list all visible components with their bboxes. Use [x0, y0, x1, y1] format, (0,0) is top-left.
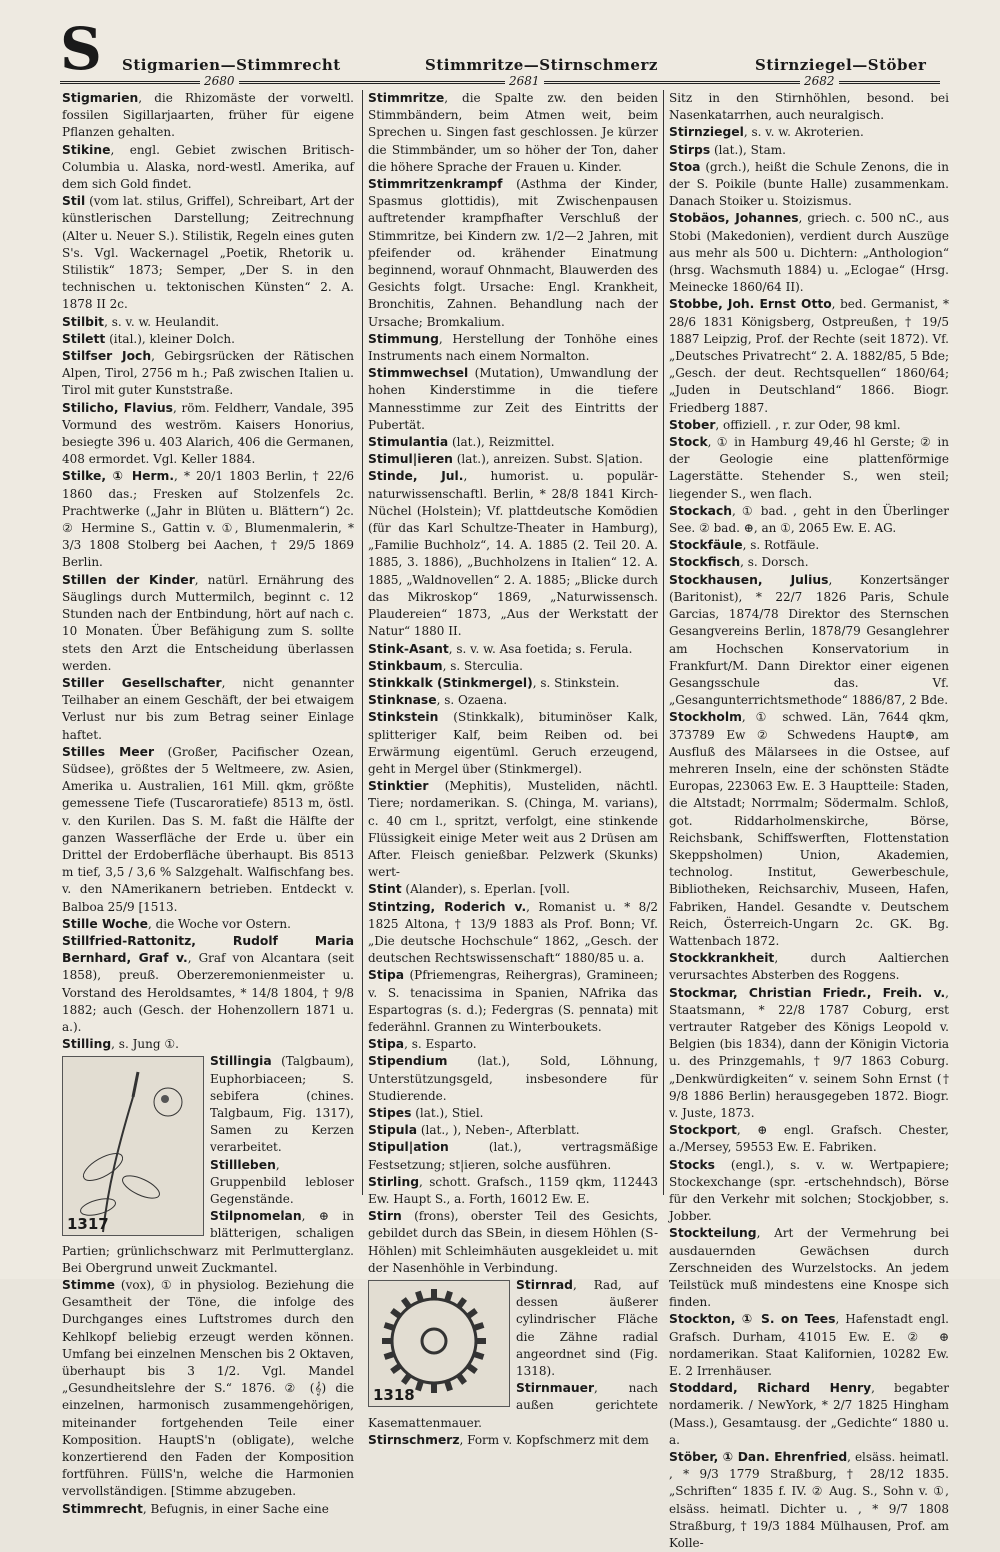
dictionary-entry	[669, 554, 949, 571]
entry-definition: , s. Jung ①.	[111, 1037, 179, 1052]
column-left	[62, 90, 354, 1516]
entry-headword: Stilfser Joch	[62, 349, 152, 364]
dictionary-entry	[669, 1157, 949, 1226]
entry-definition: (ital.), kleiner Dolch.	[105, 331, 235, 346]
entry-definition: , s. v. w. Heulandit.	[104, 314, 220, 329]
dictionary-entry	[62, 468, 354, 571]
entry-headword: Stillfried-Rattonitz, Rudolf Maria Bernhard, Graf v.	[62, 933, 354, 966]
entry-definition: (lat.), anreizen. Subst. S|ation.	[452, 452, 643, 467]
column-center	[368, 90, 658, 1447]
entry-headword: Stipa	[368, 968, 405, 983]
entry-definition: (Großer, Pacifischer Ozean, Südsee), größtes der 5 Weltmeere, zw. Asien, Amerika u. Australien, 161 Mill. qkm, größte gemessene Tiefe (Tuscaroratiefe) 8513 m, östl. v. den Kurilen. Das S. M. faßt die Hälfte der ganzen Wasserfläche der Erde u. über ein Drittel der Erdoberfläche überhaupt. Bis 8513 m tief, 3,5 / 3,6 % Salzgehalt. Walfischfang bes. v. den NAmerikanern betrieben. Entdeckt v. Balboa 25/9 [1513.	[62, 744, 354, 914]
entry-definition: , schott. Grafsch., 1159 qkm, 112443 Ew. Haupt S., a. Forth, 16012 Ew. E.	[368, 1174, 658, 1206]
entry-headword: Stockholm	[669, 710, 742, 725]
entry-headword: Stigmarien	[62, 91, 139, 105]
entry-headword: Stinkstein	[368, 710, 439, 725]
entry-headword: Stockfäule	[669, 538, 743, 553]
entry-headword: Stockteilung	[669, 1226, 757, 1241]
entry-headword: Stilbit	[62, 314, 105, 329]
dictionary-entry	[62, 331, 354, 348]
entry-headword: Stimme	[62, 1278, 115, 1293]
entry-definition: , Graf von Alcantara (seit 1858), preuß. Oberzeremonienmeister u. Vorstand des Heroldsamtes, * 14/8 1804, † 9/8 1882; auch (Gesch. der Hohenzollern 1871 u. a.).	[62, 951, 354, 1034]
entry-headword: Stirnschmerz	[368, 1432, 460, 1447]
entry-headword: Stinktier	[368, 779, 429, 794]
entry-definition: , durch Aaltierchen verursachtes Absterben des Roggens.	[669, 951, 949, 983]
dictionary-entry	[62, 193, 354, 313]
entry-definition: (lat.), Sold, Löhnung, Unterstützungsgeld, insbesondere für Studierende.	[368, 1054, 658, 1103]
dictionary-entry	[62, 1036, 354, 1053]
dictionary-entry	[368, 331, 658, 365]
section-letter: S	[60, 15, 102, 83]
entry-definition: (Mephitis), Musteliden, nächtl. Tiere; nordamerikan. S. (Chinga, M. varians), c. 40 cm l., spritzt, verfolgt, eine stinkende Flüssigkeit einige Meter weit aus 2 Drüsen am After. Fleisch genießbar. Pelzwerk (Skunks) wert-	[368, 779, 658, 880]
entry-headword: Stirling	[368, 1174, 420, 1189]
entry-headword: Stinkkalk (Stinkmergel)	[368, 675, 533, 690]
entry-definition: , Hafenstadt engl. Grafsch. Durham, 41015 Ew. E. ② ⊕ nordamerikan. Staat Kalifornien, 10282 Ew. E. 2 Irrenhäuser.	[669, 1312, 950, 1379]
entry-definition: , begabter nordamerik. / NewYork, * 2/7 1825 Hingham (Mass.), Gesamtausg. der „Gedichte“ 1880 u. a.	[669, 1381, 950, 1447]
entry-definition: , röm. Feldherr, Vandale, 395 Vormund des weström. Kaisers Honorius, besiegte 396 u. 403 Alarich, 406 die Germanen, 408 ermordet. Vgl. Keller 1884.	[62, 400, 354, 467]
dictionary-entry	[368, 1139, 658, 1173]
entry-headword: Stirnrad	[516, 1278, 573, 1293]
entry-headword: Stock	[669, 435, 708, 450]
plant-illustration	[63, 1057, 203, 1235]
dictionary-entry	[62, 675, 354, 744]
entry-headword: Stilett	[62, 331, 106, 346]
entry-headword: Stille Woche	[62, 916, 148, 931]
dictionary-entry	[62, 142, 354, 194]
entry-definition: (Alander), s. Eperlan. [voll.	[401, 882, 570, 897]
entry-headword: Stinkbaum	[368, 658, 443, 673]
entry-definition: , ① schwed. Län, 7644 qkm, 373789 Ew ② Schwedens Haupt⊕, am Ausfluß des Mälarsees in die Ostsee, auf mehreren Inseln, eine der schönsten Städte Europas, 223063 Ew. E. 3 Hauptteile: Staden, die Altstadt; Norrmalm; Södermalm. Schloß, got. Riddarholmenskirche, Börse, Reichsbank, Schiffswerften, Flottenstation Skeppsholmen) Union, Akademien, technolog. Institut, Gewerbeschule, Bibliotheken, Reichsarchiv, Museen, Hafen, Fabriken, Handel. Gesandte v. Deutschem Reich, Österreich-Ungarn 2c. GK. Bg. Wattenbach 1872.	[669, 710, 949, 948]
figure-number: 1317	[67, 1215, 109, 1234]
dictionary-entry	[62, 314, 354, 331]
dictionary-entry	[669, 503, 949, 537]
entry-definition: , Herstellung der Tonhöhe eines Instruments nach einem Normalton.	[368, 331, 658, 364]
page-number-right: 2682	[800, 74, 839, 88]
entry-definition: , nicht genannter Teilhaber an einem Geschäft, der bei etwaigem Verlust nur bis zum Betrag seiner Einlage haftet.	[62, 675, 354, 742]
entry-definition: , Rad, auf dessen äußerer cylindrischer Fläche die Zähne radial angeordnet sind (Fig. 1318).	[516, 1278, 658, 1379]
entry-headword: Stint	[368, 882, 402, 897]
dictionary-entry	[669, 537, 949, 554]
figure-1318	[368, 1280, 510, 1407]
entry-definition: (frons), oberster Teil des Gesichts, gebildet durch das SBein, in diesem Höhlen (S-Höhlen) mit Schleimhäuten ausgekleidet u. mit der Nasenhöhle in Verbindung.	[368, 1209, 658, 1275]
dictionary-entry	[368, 675, 658, 692]
entry-definition: , Staatsmann, * 22/8 1787 Coburg, erst vertrauter Ratgeber des Königs Leopold v. Belgien (bis 1834), dann der Königin Victoria u. des Prinzgemahls, † 9/7 1863 Coburg. „Denkwürdigkeiten“ v. seinem Sohn Ernst († 9/8 1886 Berlin) herausgegeben 1872. Biogr. v. Juste, 1873.	[669, 985, 949, 1120]
entry-definition: (lat.), Stiel.	[411, 1105, 484, 1120]
entry-definition: , s. Rotfäule.	[742, 538, 820, 553]
dictionary-entry	[368, 709, 658, 778]
dictionary-entry	[62, 1277, 354, 1501]
entry-definition: , die Spalte zw. den beiden Stimmbändern, beim Atmen weit, beim Sprechen u. Singen fast geschlossen. Je kürzer die Stimmbänder, um so höher der Ton, daher die höhere Sprache der Frauen u. Kinder.	[368, 91, 658, 174]
entry-definition: , nach außen gerichtete Kasemattenmauer.	[368, 1381, 658, 1430]
entry-definition: (vox), ① in physiolog. Beziehung die Gesamtheit der Töne, die infolge des Durchganges eines Luftstromes durch den Kehlkopf beliebig erzeugt werden können. Umfang bei einzelnen Menschen bis 2 Oktaven, überhaupt bis 3 1/2. Vgl. Mandel „Gesundheitslehre der S.“ 1876. ② (𝄞) die einzelnen, harmonisch zusammengehörigen, miteinander fortgehenden Teile einer Komposition. HauptS'n (obligate), welche konzertierend den Faden der Komposition fortführen. FüllS'n, welche die Harmonien vervollständigen. [Stimme abzugeben.	[62, 1278, 354, 1499]
entry-headword: Stobbe, Joh. Ernst Otto	[669, 297, 832, 312]
column-divider-1	[362, 90, 363, 1195]
dictionary-entry	[669, 1122, 949, 1156]
dictionary-entry	[669, 950, 949, 984]
entry-definition: , ① bad. , geht in den Überlinger See. ② bad. ⊕, an ①, 2065 Ew. E. AG.	[669, 503, 949, 536]
dictionary-entry	[669, 572, 949, 710]
figure-1317	[62, 1056, 204, 1236]
dictionary-entry	[368, 434, 658, 451]
entry-headword: Stirnziegel	[669, 125, 744, 140]
dictionary-entry	[368, 881, 658, 898]
entry-definition: (grch.), heißt die Schule Zenons, die in der S. Poikile (bunte Halle) zusammenkam. Danach Stoiker u. Stoizismus.	[669, 159, 949, 209]
entry-headword: Stockach	[669, 503, 732, 518]
entry-definition: , s. Stinkstein.	[532, 675, 620, 690]
entry-headword: Stöber, ① Dan. Ehrenfried	[669, 1450, 848, 1465]
entry-headword: Stillingia	[210, 1054, 272, 1069]
dictionary-entry	[669, 1225, 949, 1311]
entry-definition: , die Woche vor Ostern.	[147, 916, 291, 931]
header-left: Stigmarien—Stimmrecht	[122, 56, 341, 74]
entry-definition: , ⊕ in blätterigen, schaligen Partien; grünlichschwarz mit Perlmutterglanz. Bei Obergrund unweit Zuckmantel.	[62, 1209, 354, 1275]
dictionary-entry	[669, 124, 949, 141]
entry-definition: , s. v. w. Akroterien.	[743, 125, 864, 140]
entry-headword: Stimmritze	[368, 91, 445, 105]
entry-headword: Stocks	[669, 1157, 715, 1172]
entry-definition: , s. Sterculia.	[442, 658, 523, 673]
entry-definition: , griech. c. 500 nC., aus Stobi (Makedonien), verdient durch Auszüge aus mehr als 500 u. Dichtern: „Anthologion“ (hrsg. Wachsmuth 1884) u. „Eclogae“ (Hrsg. Meinecke 1860/64 II).	[669, 211, 949, 295]
entry-definition: , engl. Gebiet zwischen Britisch-Columbia u. Alaska, nord-westl. Amerika, auf dem sich Gold findet.	[62, 142, 354, 192]
entry-definition: (Mutation), Umwandlung der hohen Kinderstimme in die tiefere Mannesstimme zur Zeit des Eintritts der Pubertät.	[368, 366, 658, 432]
dictionary-entry	[62, 933, 354, 1036]
dictionary-entry	[368, 778, 658, 881]
dictionary-entry	[62, 744, 354, 916]
entry-definition: (lat.), Reizmittel.	[448, 435, 555, 450]
dictionary-entry	[62, 1501, 354, 1518]
entry-headword: Stilpnomelan	[210, 1209, 302, 1224]
entry-definition: , s. v. w. Asa foetida; s. Ferula.	[448, 641, 633, 656]
entry-headword: Stimmritzenkrampf	[368, 177, 503, 192]
entry-headword: Stimmung	[368, 331, 439, 346]
entry-headword: Stimmrecht	[62, 1501, 143, 1516]
entry-definition: , s. Ozaena.	[436, 693, 508, 708]
entry-headword: Stockton, ① S. on Tees	[669, 1312, 836, 1327]
entry-headword: Stillen der Kinder	[62, 572, 195, 587]
entry-definition: , natürl. Ernährung des Säuglings durch Muttermilch, beginnt c. 12 Stunden nach der Entbindung, hört auf nach c. 10 Monaten. Über Befähigung zum S. sollte stets den Arzt die Entscheidung überlassen werden.	[62, 572, 354, 673]
entry-definition: (lat., ), Neben-, Afterblatt.	[417, 1123, 580, 1138]
entry-definition: , * 20/1 1803 Berlin, † 22/6 1860 das.; Fresken auf Stolzenfels 2c. Prachtwerke („Jahr in Blüten u. Blättern“) 2c. ② Hermine S., Gattin v. ①, Blumenmalerin, * 3/3 1808 Stolberg bei Aachen, † 29/5 1869 Berlin.	[62, 469, 354, 570]
figure-number: 1318	[373, 1385, 415, 1404]
entry-definition: , offiziell. , r. zur Oder, 98 kml.	[715, 417, 901, 432]
dictionary-entry	[669, 159, 949, 211]
entry-headword: Stil	[62, 194, 86, 209]
entry-headword: Stimul|ieren	[368, 452, 453, 467]
entry-headword: Stipa	[368, 1037, 405, 1052]
entry-definition: (lat.), vertragsmäßige Festsetzung; st|ieren, solche ausführen.	[368, 1140, 658, 1172]
dictionary-entry	[368, 967, 658, 1036]
header-right: Stirnziegel—Stöber	[755, 56, 927, 74]
page-number-center: 2681	[505, 74, 544, 88]
entry-headword: Stober	[669, 417, 716, 432]
dictionary-entry	[62, 348, 354, 400]
entry-headword: Stilicho, Flavius	[62, 400, 173, 415]
entry-headword: Stimmwechsel	[368, 366, 469, 381]
dictionary-entry	[669, 1380, 949, 1449]
entry-definition: , Gruppenbild lebloser Gegenstände.	[210, 1157, 354, 1206]
entry-headword: Stillleben	[210, 1157, 276, 1172]
entry-headword: Stimulantia	[368, 435, 449, 450]
entry-definition: Sitz in den Stirnhöhlen, besond. bei Nasenkatarrhen, auch neuralgisch.	[669, 91, 949, 123]
column-right	[669, 90, 950, 1551]
dictionary-entry	[669, 142, 949, 159]
entry-headword: Stilke, ① Herm.	[62, 469, 175, 484]
dictionary-entry	[669, 985, 949, 1123]
entry-definition: , humorist. u. populär-naturwissenschaftl. Berlin, * 28/8 1841 Kirch-Nüchel (Holstein); Vf. plattdeutsche Komödien (für das Karl Schultze-Theater in Hamburg), „Familie Buchholz“, 14. A. 1885 (2. Teil 20. A. 1885, 3. 1886), „Buchholzens in Italien“ 12. A. 1885, „Waldnovellen“ 2. A. 1885; „Blicke durch das Mikroskop“ 1869, „Naturwissensch. Plaudereien“ 1873, „Aus der Werkstatt der Natur“ 1880 II.	[368, 469, 658, 639]
dictionary-entry	[368, 468, 658, 640]
dictionary-entry	[62, 572, 354, 675]
dictionary-entry	[368, 1432, 658, 1449]
dictionary-entry	[368, 90, 658, 176]
entry-headword: Stobäos, Johannes	[669, 211, 799, 226]
dictionary-entry	[368, 1122, 658, 1139]
dictionary-entry	[62, 916, 354, 933]
entry-definition: , s. Esparto.	[404, 1037, 477, 1052]
dictionary-entry	[368, 1174, 658, 1208]
dictionary-entry	[669, 434, 949, 503]
entry-headword: Stikine	[62, 142, 111, 157]
dictionary-entry	[669, 709, 949, 950]
entry-headword: Stipula	[368, 1123, 418, 1138]
entry-headword: Stilles Meer	[62, 744, 155, 759]
entry-headword: Stockkrankheit	[669, 951, 775, 966]
dictionary-entry	[368, 641, 658, 658]
entry-definition: , die Rhizomäste der vorweltl. fossilen Sigillarjaarten, früher für eigene Pflanzen gehalten.	[62, 91, 354, 140]
dictionary-entry	[368, 692, 658, 709]
entry-definition: , ① in Hamburg 49,46 hl Gerste; ② in der Geologie eine plattenförmige Lagerstätte. Stehender S., wen steil; liegender S., wen flach.	[669, 435, 949, 501]
dictionary-entry	[368, 1208, 658, 1277]
column-divider-2	[663, 90, 664, 1195]
dictionary-entry	[368, 899, 658, 968]
entry-definition: , elsäss. heimatl. , * 9/3 1779 Straßburg, † 28/12 1835. „Schriften“ 1835 f. IV. ② Aug. S., Sohn v. ①, elsäss. heimatl. Dichter u. , * 9/7 1808 Straßburg, † 19/3 1884 Mülhausen, Prof. am Kolle-	[669, 1450, 949, 1551]
entry-definition: (vom lat. stilus, Griffel), Schreibart, Art der künstlerischen Darstellung; Zeitrechnung (Alter u. Neuer S.). Stilistik, Regeln eines guten S's. Vgl. Wackernagel „Poetik, Rhetorik u. Stilistik“ 1873; Semper, „Der S. in den technischen u. tektonischen Künsten“ 2. A. 1878 II 2c.	[62, 194, 354, 312]
entry-headword: Stoddard, Richard Henry	[669, 1381, 872, 1396]
entry-definition: (Stinkkalk), bituminöser Kalk, splitteriger Kalf, beim Reiben od. bei Erwärmung eigentüml. Geruch erzeugend, geht in Mergel über (Stinkmergel).	[368, 710, 658, 776]
entry-headword: Stoa	[669, 159, 701, 174]
entry-headword: Stirnmauer	[516, 1381, 595, 1396]
entry-headword: Stink-Asant	[368, 641, 449, 656]
entry-headword: Stipes	[368, 1105, 412, 1120]
entry-definition: , s. Dorsch.	[740, 555, 809, 570]
entry-definition: (Asthma der Kinder, Spasmus glottidis), mit Zwischenpausen auftretender krampfhafter Verschluß der Stimmritze, bei Kindern zw. 1/2—2 Jahren, mit pfeifender od. krähender Einatmung beginnend, worauf Ohnmacht, Blauwerden des Gesichts folgt. Ursache: Engl. Krankheit, Bronchitis, Zahnen. Behandlung nach der Ursache; Bromkalium.	[368, 177, 658, 329]
entry-headword: Stirps	[669, 142, 711, 157]
page-number-left: 2680	[200, 74, 239, 88]
dictionary-entry	[368, 1053, 658, 1105]
entry-definition: , Romanist u. * 8/2 1825 Altona, † 13/9 1883 als Prof. Bonn; Vf. „Die deutsche Hochschule“ 1862, „Gesch. der deutschen Rechtswissenschaft“ 1880/85 u. a.	[368, 899, 658, 966]
dictionary-entry	[368, 176, 658, 331]
entry-headword: Stinde, Jul.	[368, 469, 464, 484]
entry-definition: , ⊕ engl. Grafsch. Chester, a./Mersey, 59553 Ew. E. Fabriken.	[669, 1123, 949, 1155]
dictionary-entry	[669, 90, 949, 124]
entry-definition: , Form v. Kopfschmerz mit dem	[459, 1432, 649, 1447]
dictionary-entry	[669, 1311, 949, 1380]
dictionary-entry	[62, 90, 354, 142]
entry-definition: , Art der Vermehrung bei ausdauernden Gewächsen durch Zerschneiden des Wurzelstocks. An jedem Teilstück muß mindestens eine Knospe sich finden.	[669, 1226, 949, 1310]
entry-headword: Stinknase	[368, 693, 437, 708]
dictionary-entry	[669, 210, 949, 296]
entry-headword: Stilling	[62, 1037, 112, 1052]
entry-headword: Stiller Gesellschafter	[62, 675, 222, 690]
dictionary-entry	[368, 451, 658, 468]
dictionary-entry	[62, 400, 354, 469]
dictionary-entry	[368, 365, 658, 434]
entry-definition: , Befugnis, in einer Sache eine	[142, 1501, 329, 1516]
dictionary-entry	[669, 1449, 949, 1552]
entry-headword: Stockfisch	[669, 555, 741, 570]
entry-headword: Stipendium	[368, 1054, 448, 1069]
dictionary-entry	[669, 417, 949, 434]
entry-headword: Stockhausen, Julius	[669, 572, 829, 587]
entry-definition: (Talgbaum), Euphorbiaceen; S. sebifera (chines. Talgbaum, Fig. 1317), Samen zu Kerzen verarbeitet.	[210, 1054, 354, 1155]
entry-headword: Stintzing, Roderich v.	[368, 899, 527, 914]
entry-definition: (lat.), Stam.	[710, 142, 786, 157]
entry-definition: , Konzertsänger (Baritonist), * 22/7 1826 Paris, Schule Garcias, 1874/78 Direktor des Sternschen Gesangvereins Berlin, 1878/79 Gesanglehrer am Hochschen Konservatorium in Frankfurt/M. Dann Direktor einer eigenen Gesangsschule das. Vf. „Gesangunterrichtsmethode“ 1886/87, 2 Bde.	[669, 572, 949, 708]
entry-headword: Stipul|ation	[368, 1140, 449, 1155]
dictionary-entry	[669, 296, 949, 416]
entry-headword: Stockmar, Christian Friedr., Freih. v.	[669, 985, 946, 1000]
dictionary-entry	[368, 1105, 658, 1122]
entry-definition: (Pfriemengras, Reihergras), Gramineen; v. S. tenacissima in Spanien, NAfrika das Espartogras (s. d.); Federgras (S. pennata) mit federähnl. Grannen zu Winterboukets.	[368, 968, 658, 1034]
entry-headword: Stirn	[368, 1209, 402, 1224]
header-center: Stimmritze—Stirnschmerz	[425, 56, 658, 74]
entry-definition: , bed. Germanist, * 28/6 1831 Königsberg, Ostpreußen, † 19/5 1887 Leipzig, Prof. der Rechte (seit 1872). Vf. „Deutsches Privatrecht“ 2. A. 1882/85, 5 Bde; „Gesch. der deut. Rechtsquellen“ 1860/64; „Juden in Deutschland“ 1866. Biogr. Friedberg 1887.	[669, 297, 949, 415]
entry-definition: (engl.), s. v. w. Wertpapiere; Stockexchange (spr. -ertschehndsch), Börse für den Verkehr mit solchen; Stockjobber, s. Jobber.	[669, 1157, 949, 1224]
dictionary-entry	[368, 1036, 658, 1053]
entry-definition: , Gebirgsrücken der Rätischen Alpen, Tirol, 2756 m h.; Paß zwischen Italien u. Tirol mit guter Kunststraße.	[62, 349, 354, 398]
dictionary-entry	[368, 658, 658, 675]
entry-headword: Stockport	[669, 1123, 737, 1138]
